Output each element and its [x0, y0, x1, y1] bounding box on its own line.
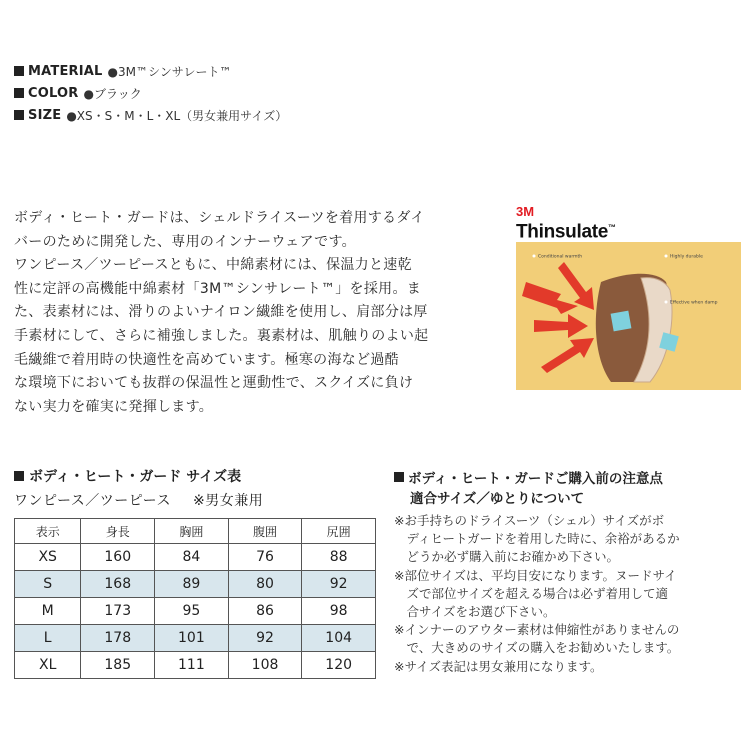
description-line: な環境下においても抜群の保温性と運動性で、スクイズに負け — [14, 375, 414, 392]
table-row — [15, 652, 376, 679]
spec-color-label: COLOR — [28, 85, 79, 101]
square-bullet-icon — [14, 110, 24, 120]
size-chart-title — [14, 466, 241, 486]
table-cell: 185 — [81, 652, 155, 679]
table-cell: M — [15, 598, 81, 625]
callout-dot — [533, 255, 536, 258]
table-cell: 104 — [302, 625, 376, 652]
note-line: ※サイズ表記は男女兼用になります。 — [394, 658, 603, 674]
table-row — [15, 544, 376, 571]
note-line: ズで部位サイズを超える場合は必ず着用して適 — [394, 585, 669, 601]
table-cell: 84 — [155, 544, 229, 571]
notes-title-text: ボディ・ヒート・ガードご購入前の注意点 — [408, 471, 663, 487]
spec-material-value: ●3M™シンサレート™ — [107, 64, 232, 79]
table-cell: 160 — [81, 544, 155, 571]
table-cell: 86 — [228, 598, 302, 625]
table-cell: 89 — [155, 571, 229, 598]
notes-title — [394, 466, 744, 488]
table-cell: XS — [15, 544, 81, 571]
spec-size-value: ●XS・S・M・L・XL（男女兼用サイズ） — [66, 108, 288, 123]
table-header-cell: 胸囲 — [155, 519, 229, 544]
square-bullet-icon — [14, 471, 24, 481]
description-line: バーのために開発した、専用のインナーウェアです。 — [14, 233, 356, 250]
note-line: 合サイズをお選び下さい。 — [394, 604, 556, 620]
table-cell: XL — [15, 652, 81, 679]
square-bullet-icon — [14, 88, 24, 98]
table-header-cell: 表示 — [15, 519, 81, 544]
table-cell: 173 — [81, 598, 155, 625]
table-header-cell: 身長 — [81, 519, 155, 544]
moisture-drop — [611, 311, 632, 332]
size-chart-note: ※男女兼用 — [192, 493, 264, 509]
square-bullet-icon — [394, 472, 404, 482]
table-cell: 80 — [228, 571, 302, 598]
note-line: ※お手持ちのドライスーツ（シェル）サイズがボ — [394, 513, 665, 528]
table-cell: 95 — [155, 598, 229, 625]
note-line: ※部位サイズは、平均目安になります。ヌードサイ — [394, 567, 677, 583]
table-cell: 92 — [302, 571, 376, 598]
table-row — [15, 571, 376, 598]
notes-subtitle: 適合サイズ／ゆとりについて — [410, 491, 585, 507]
note-line: ディヒートガードを着用した時に、余裕があるか — [394, 531, 680, 547]
thinsulate-logo — [516, 204, 641, 243]
thinsulate-wordmark — [516, 218, 641, 242]
callout-label: Effective when damp — [670, 300, 718, 306]
table-cell: 98 — [302, 598, 376, 625]
table-header-cell: 腹囲 — [228, 519, 302, 544]
description-line: ボディ・ヒート・ガードは、シェルドライスーツを着用するダイ — [14, 210, 425, 226]
size-chart-table — [14, 518, 376, 679]
spec-size-label: SIZE — [28, 107, 62, 123]
description-line: 性に定評の高機能中綿素材「3M™シンサレート™」を採用。ま — [14, 280, 422, 297]
callout-label: Highly durable — [670, 254, 703, 260]
table-row — [15, 625, 376, 652]
table-cell: 111 — [155, 652, 229, 679]
size-chart-title-text: ボディ・ヒート・ガード サイズ表 — [29, 469, 242, 485]
table-cell: 178 — [81, 625, 155, 652]
table-cell: 168 — [81, 571, 155, 598]
description-line: ワンピース／ツーピースともに、中綿素材には、保温力と速乾 — [14, 257, 412, 274]
description-line: 手素材にして、さらに補強しました。裏素材は、肌触りのよい起 — [14, 327, 429, 344]
table-header-row — [15, 519, 376, 544]
thinsulate-wordmark-text: Thinsulate — [516, 221, 609, 243]
table-cell: L — [15, 625, 81, 652]
description-line: 毛繊維で着用時の快適性を高めています。極寒の海など過酷 — [14, 351, 399, 368]
square-bullet-icon — [14, 66, 24, 76]
callout-dot — [665, 255, 668, 258]
thinsulate-diagram — [516, 242, 741, 390]
spec-material-label: MATERIAL — [28, 63, 103, 79]
table-cell: 76 — [228, 544, 302, 571]
spec-size — [14, 104, 287, 126]
product-description — [14, 207, 502, 419]
size-chart-subtitle — [14, 490, 263, 510]
table-row — [15, 598, 376, 625]
table-cell: 88 — [302, 544, 376, 571]
note-line: どうか必ず購入前にお確かめ下さい。 — [394, 549, 620, 565]
note-line: で、大きめのサイズの購入をお勧めいたします。 — [394, 640, 680, 656]
description-line: た、表素材には、滑りのよいナイロン繊維を使用し、肩部分は厚 — [14, 304, 428, 321]
spec-color — [14, 82, 287, 104]
purchase-notes — [394, 466, 744, 676]
trademark-mark: ™ — [608, 223, 616, 232]
callout-label: Conditional warmth — [538, 254, 583, 260]
spec-material — [14, 60, 287, 82]
spec-color-value: ●ブラック — [83, 86, 142, 101]
callout-dot — [665, 301, 668, 304]
table-cell: 92 — [228, 625, 302, 652]
description-line: ない実力を確実に発揮します。 — [14, 398, 214, 415]
spec-list — [14, 60, 287, 126]
size-chart-subtitle-text: ワンピース／ツーピース — [14, 493, 171, 509]
table-cell: 108 — [228, 652, 302, 679]
table-cell: S — [15, 571, 81, 598]
3m-brand-logo: 3M — [516, 204, 535, 219]
table-cell: 120 — [302, 652, 376, 679]
table-cell: 101 — [155, 625, 229, 652]
notes-body — [394, 512, 744, 676]
note-line: ※インナーのアウター素材は伸縮性がありませんの — [394, 622, 680, 638]
table-header-cell: 尻囲 — [302, 519, 376, 544]
